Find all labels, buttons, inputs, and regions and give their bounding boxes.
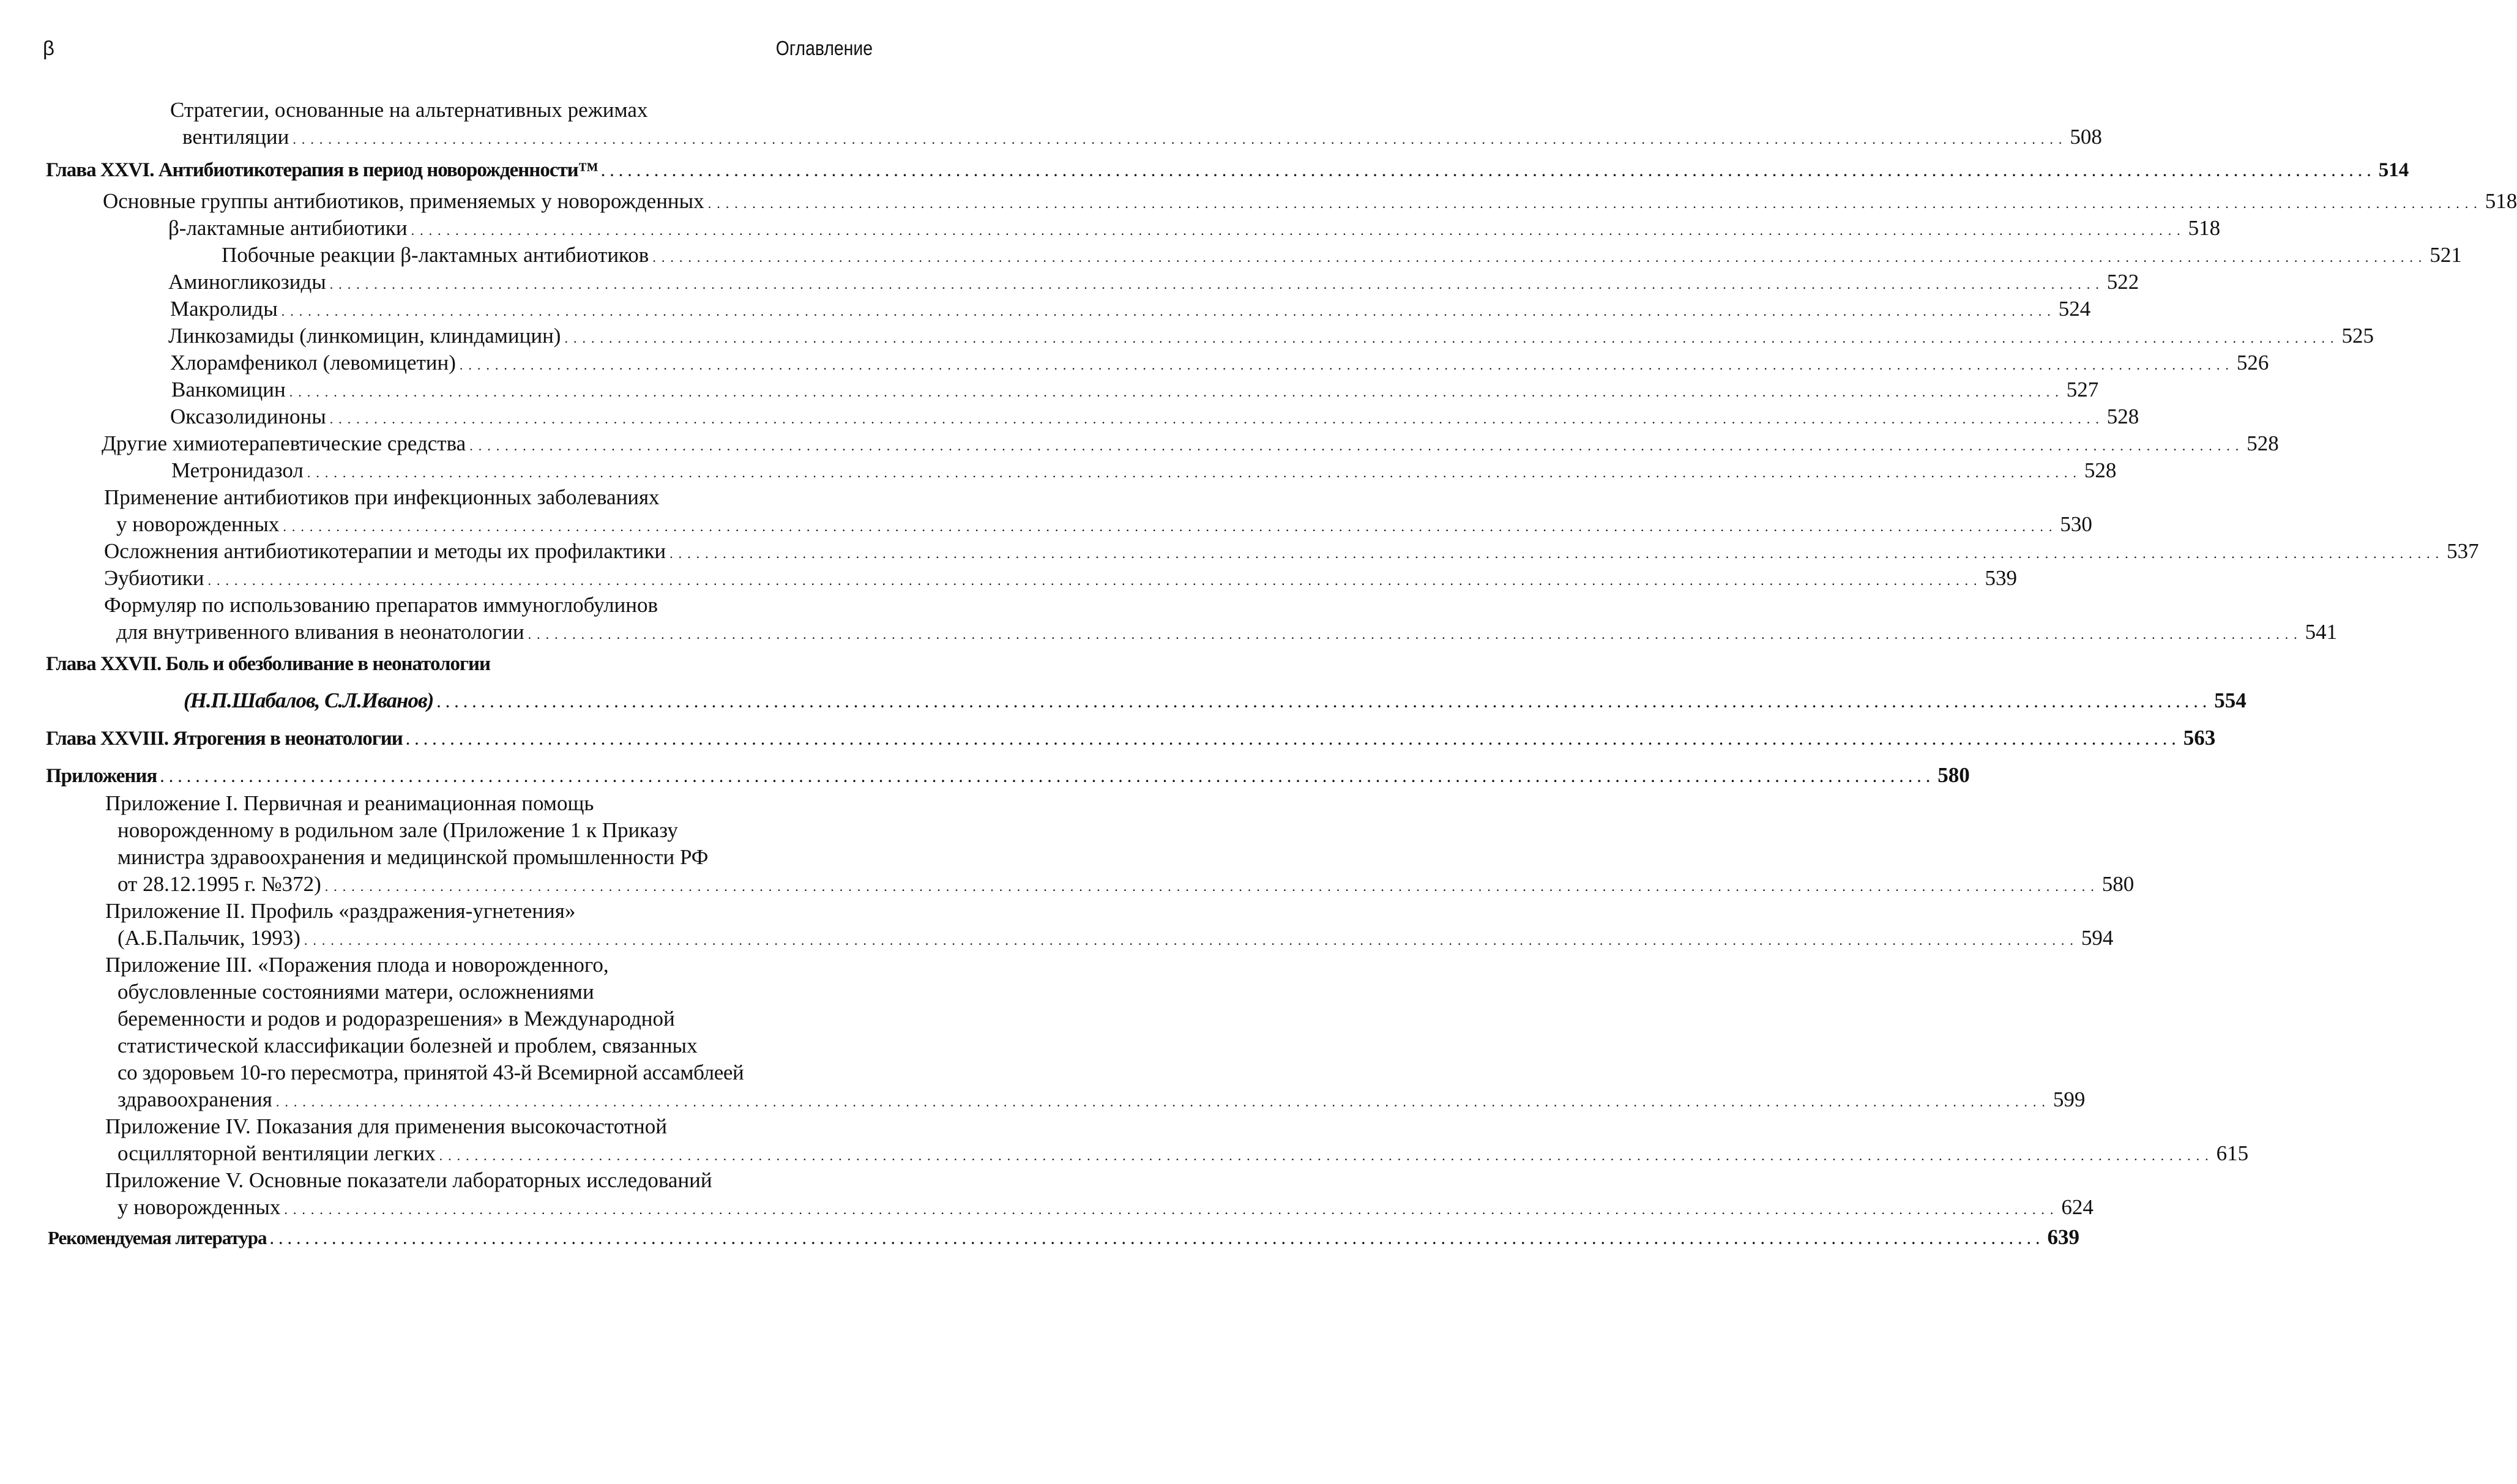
toc-page-number: 580 [1937,763,1970,787]
toc-entry-title: Формуляр по использованию препаратов иммуноглобулинов [104,593,658,617]
toc-entry-title: Приложение V. Основные показатели лабораторных исследований [105,1168,712,1192]
toc-page-number: 563 [2183,726,2216,750]
toc-page-number: 639 [2047,1225,2080,1249]
toc-entry-title: статистической классификации болезней и проблем, связанных [117,1034,698,1057]
toc-entry-title: Побочные реакции β-лактамных антибиотиков [222,243,649,267]
dot-leader: ........................................................................................................................................................................................................ [564,330,2340,346]
toc-entry-title: осцилляторной вентиляции легких [117,1141,436,1165]
toc-page-number: 518 [2485,189,2517,213]
toc-entry[interactable] [0,1113,2249,1167]
page-number-symbol: β [43,37,54,59]
toc-entry[interactable] [0,484,2092,538]
toc-entry[interactable] [0,188,2517,215]
toc-page-number: 521 [2429,243,2462,267]
toc-page-number: 528 [2106,405,2139,428]
toc-entry-title: здравоохранения [117,1087,272,1111]
toc-entry-title: вентиляции [182,125,289,149]
dot-leader: ........................................................................................................................................................................................................ [289,384,2064,400]
dot-leader: ........................................................................................................................................................................................................ [324,879,2100,894]
toc-entry-title: Эубиотики [104,566,204,590]
dot-leader: ........................................................................................................................................................................................................ [601,164,2376,179]
toc-entry[interactable] [0,430,2279,457]
toc-page-number: 514 [2378,159,2409,181]
toc-page-number: 594 [2081,926,2114,950]
toc-page-number: 599 [2053,1087,2086,1111]
toc-chapter-entry[interactable] [0,1224,2080,1251]
toc-page-number: 524 [2058,297,2091,321]
toc-entry-title: Приложение III. «Поражения плода и новорожденного, [105,953,609,977]
dot-leader: ........................................................................................................................................................................................................ [283,519,2058,534]
dot-leader: ........................................................................................................................................................................................................ [459,357,2234,373]
toc-chapter-entry[interactable] [0,762,1970,789]
toc-page-number: 528 [2084,458,2117,482]
toc-entry-title: Линкозамиды (линкомицин, клиндамицин) [168,324,561,348]
dot-leader: ........................................................................................................................................................................................................ [307,465,2082,480]
toc-entry-title: беременности и родов и родоразрешения» в Международной [117,1007,675,1031]
toc-entry-title: Глава XXVII. Боль и обезболивание в неонатологии [46,653,491,675]
toc-page-number: 530 [2060,512,2092,536]
toc-page-number: 539 [1985,566,2017,590]
toc-chapter-entry[interactable] [0,157,2409,184]
toc-entry-title: Приложения [46,765,157,787]
toc-entry-title: Ванкомицин [171,378,286,401]
dot-leader: ........................................................................................................................................................................................................ [411,223,2186,238]
toc-entry-title: для внутривенного вливания в неонатологии [116,620,524,644]
toc-entry-title: Приложение IV. Показания для применения высокочастотной [105,1114,668,1138]
toc-entry[interactable] [0,296,2091,323]
toc-entry[interactable] [0,565,2017,592]
dot-leader: ........................................................................................................................................................................................................ [437,695,2212,710]
toc-page-number: 526 [2236,351,2269,375]
toc-entry-title: Рекомендуемая литература [48,1227,267,1248]
toc-entry-title: Основные группы антибиотиков, применяемых у новорожденных [103,189,704,213]
dot-leader: ........................................................................................................................................................................................................ [281,304,2056,319]
toc-page-number: 554 [2214,688,2247,712]
toc-entry-authors: (Н.П.Шабалов, С.Л.Иванов) [184,688,434,712]
dot-leader: ........................................................................................................................................................................................................ [293,132,2068,147]
toc-entry[interactable] [0,269,2139,296]
toc-entry[interactable] [0,376,2099,403]
toc-entry-title: Метронидазол [171,458,304,482]
toc-entry-title: Хлорамфеникол (левомицетин) [170,351,456,375]
toc-entry[interactable] [0,215,2221,242]
toc-page-number: 528 [2247,431,2279,455]
toc-chapter-entry[interactable] [0,725,2216,751]
running-header-title: Оглавление [775,37,873,59]
toc-chapter-entry[interactable] [0,651,2247,714]
toc-entry-title: у новорожденных [117,1195,281,1219]
dot-leader: ........................................................................................................................................................................................................ [275,1094,2051,1109]
toc-entry[interactable] [0,790,2135,898]
toc-entry-title: Приложение I. Первичная и реанимационная помощь [105,791,594,815]
toc-entry-title: Приложение II. Профиль «раздражения-угнетения» [105,899,576,923]
toc-page-number: 508 [2070,125,2102,149]
toc-entry-title: от 28.12.1995 г. №372) [117,872,321,896]
dot-leader: ........................................................................................................................................................................................................ [329,277,2105,292]
toc-entry[interactable] [0,97,2102,151]
dot-leader: ........................................................................................................................................................................................................ [270,1232,2045,1247]
toc-entry-title: Макролиды [170,297,278,321]
toc-entry[interactable] [0,403,2139,430]
toc-page-number: 518 [2188,216,2221,240]
dot-leader: ........................................................................................................................................................................................................ [406,733,2181,748]
toc-entry-title: Другие химиотерапевтические средства [102,431,466,455]
toc-entry[interactable] [0,538,2479,565]
toc-entry-title: Глава XXVI. Антибиотикотерапия в период новорожденности™ [46,159,598,181]
toc-entry[interactable] [0,1167,2094,1221]
toc-page-number: 615 [2216,1141,2249,1165]
toc-entry-title: Глава XXVIII. Ятрогения в неонатологии [46,728,403,750]
toc-entry-title: (А.Б.Пальчик, 1993) [117,926,300,950]
toc-entry[interactable] [0,898,2114,952]
toc-page-number: 522 [2106,270,2139,294]
toc-entry-title: Оксазолидиноны [170,405,326,428]
dot-leader: ........................................................................................................................................................................................................ [652,250,2428,265]
toc-entry-title: Стратегии, основанные на альтернативных режимах [170,98,648,122]
dot-leader: ........................................................................................................................................................................................................ [469,438,2245,453]
toc-entry[interactable] [0,457,2117,484]
toc-entry[interactable] [0,349,2269,376]
toc-entry-title: обусловленные состояниями матери, осложнениями [117,980,594,1004]
dot-leader: ........................................................................................................................................................................................................ [284,1202,2059,1217]
dot-leader: ........................................................................................................................................................................................................ [669,546,2445,561]
dot-leader: ........................................................................................................................................................................................................ [528,627,2303,642]
toc-entry-title: Аминогликозиды [168,270,326,294]
toc-entry-title: Осложнения антибиотикотерапии и методы их профилактики [104,539,666,563]
dot-leader: ........................................................................................................................................................................................................ [304,933,2079,948]
toc-page-number: 537 [2447,539,2479,563]
toc-page-number: 541 [2305,620,2338,644]
dot-leader: ........................................................................................................................................................................................................ [207,573,1983,588]
toc-entry[interactable] [0,952,2086,1113]
toc-entry-title: Применение антибиотиков при инфекционных заболеваниях [104,485,660,509]
toc-entry[interactable] [0,592,2338,646]
dot-leader: ........................................................................................................................................................................................................ [707,196,2483,211]
toc-entry-title: новорожденному в родильном зале (Приложение 1 к Приказу [117,818,678,842]
toc-entry-title: министра здравоохранения и медицинской промышленности РФ [117,845,709,869]
dot-leader: ........................................................................................................................................................................................................ [160,770,1936,785]
toc-entry-title: β-лактамные антибиотики [168,216,408,240]
toc-entry-title: у новорожденных [116,512,280,536]
toc-page-number: 527 [2066,378,2099,401]
toc-entry-title: со здоровьем 10-го пересмотра, принятой 43-й Всемирной ассамблеей [117,1061,744,1084]
toc-entry[interactable] [0,323,2374,349]
toc-page-number: 525 [2341,324,2374,348]
dot-leader: ........................................................................................................................................................................................................ [329,411,2105,427]
dot-leader: ........................................................................................................................................................................................................ [439,1148,2214,1163]
toc-page-number: 580 [2101,872,2135,896]
toc-entry[interactable] [0,242,2462,269]
toc-page-number: 624 [2061,1195,2094,1219]
